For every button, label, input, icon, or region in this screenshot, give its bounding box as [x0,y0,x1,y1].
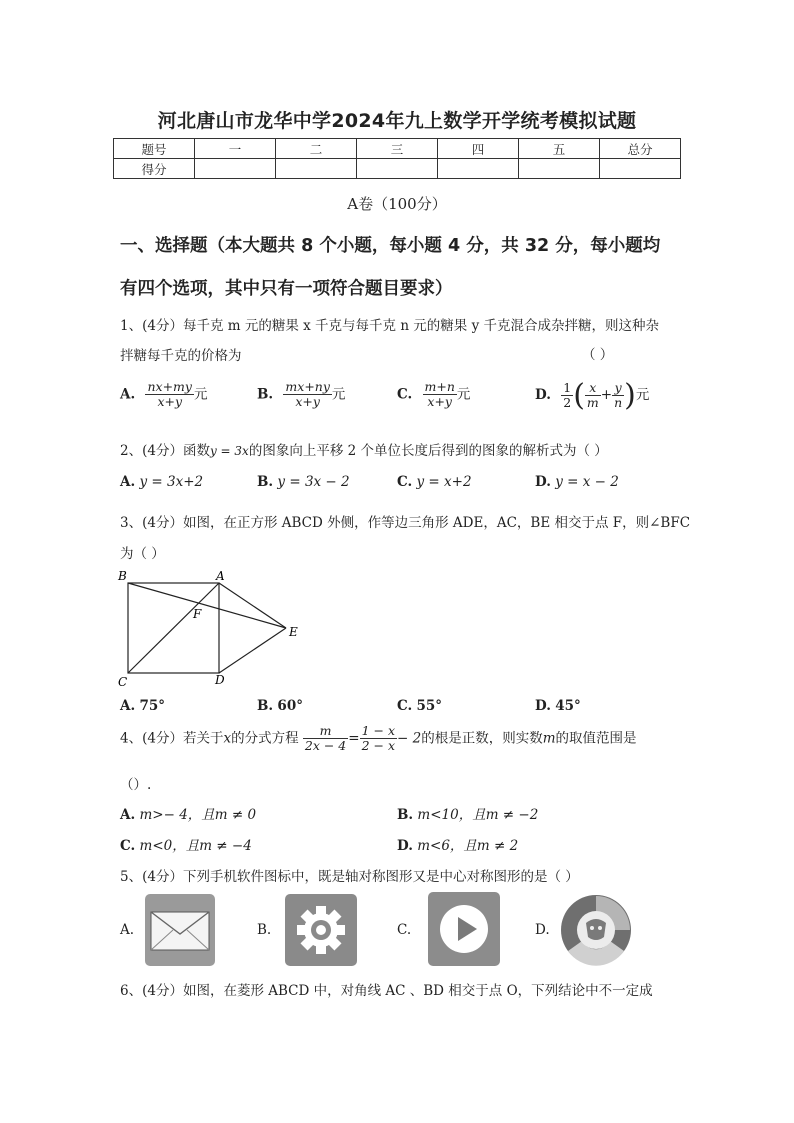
q2-stem: 2、(4分）函数y = 3x的图象向上平移 2 个单位长度后得到的图象的解析式为（ ） [120,443,608,459]
option-label: D. [535,387,551,403]
q2-option-c[interactable]: C. y = x+2 [397,474,472,490]
unit-yuan: 元 [193,386,208,403]
point-label: C [118,675,128,689]
q4-stem-line2: （）. [120,777,152,793]
page-title: 河北唐山市龙华中学2024年九上数学开学统考模拟试题 [157,110,637,132]
q4-lhs-num: m [303,724,348,739]
point-label: A [216,569,225,583]
q1-d-f1-num: x [585,381,601,396]
unit-yuan: 元 [456,386,471,403]
paper-section-heading: A卷（100分） [347,195,447,213]
q4-option-b[interactable]: B. m<10，且m ≠ −2 [397,807,539,823]
q5-option-c-label[interactable]: C. [397,922,412,938]
point-label: E [289,625,298,639]
score-cell[interactable] [357,159,438,179]
score-cell[interactable] [519,159,600,179]
score-header-cell: 题号 [114,139,195,159]
q1-stem-line2: 拌糖每千克的价格为 [120,348,242,364]
q1-option-a[interactable] [120,380,207,410]
q6-stem: 6、(4分）如图，在菱形 ABCD 中，对角线 AC 、BD 相交于点 O，下列结论中不一定成 [120,983,653,999]
option-label: B. [257,386,274,403]
score-header-cell: 总分 [600,139,681,159]
q1-d-f2-num: y [612,381,624,396]
q1-c-numerator: m+n [424,379,455,394]
play-icon[interactable] [428,892,500,966]
q2-option-b[interactable]: B. y = 3x − 2 [257,474,350,490]
score-row-label: 得分 [114,159,195,179]
section-heading-line1: 一、选择题（本大题共 8 个小题，每小题 4 分，共 32 分，每小题均 [120,236,661,256]
q5-option-d-label[interactable]: D. [535,922,550,938]
q4-rhs-den: 2 − x [361,738,396,754]
q4-option-d[interactable]: D. m<6，且m ≠ 2 [397,838,519,854]
score-table [113,138,681,179]
q1-stem-line1: 1、(4分）每千克 m 元的糖果 x 千克与每千克 n 元的糖果 y 千克混合成杂拌糖，则这种杂 [120,318,660,334]
q3-option-d[interactable]: D. 45° [535,698,581,714]
q5-stem: 5、(4分）下列手机软件图标中，既是轴对称图形又是中心对称图形的是（ ） [120,869,579,885]
q5-option-a-label[interactable]: A. [120,922,135,938]
score-cell[interactable] [600,159,681,179]
q1-d-plus: + [600,387,613,403]
score-cell[interactable] [195,159,276,179]
score-table-score-row [114,159,681,179]
q4-option-a[interactable]: A. m>− 4，且m ≠ 0 [120,807,257,823]
score-cell[interactable] [438,159,519,179]
option-label: C. [397,386,413,403]
q2-option-a[interactable]: A. y = 3x+2 [120,474,204,490]
score-table-header-row [114,139,681,159]
section-heading-line2: 有四个选项，其中只有一项符合题目要求） [120,279,453,299]
envelope-icon[interactable] [145,894,215,966]
q1-a-numerator: nx+my [147,379,192,394]
score-header-cell: 一 [195,139,276,159]
point-label: F [193,607,202,621]
q1-d-coef-den: 2 [563,395,572,410]
q3-option-c[interactable]: C. 55° [397,698,443,714]
q1-d-coef-num: 1 [563,379,572,395]
point-label: D [215,673,225,687]
q4-stem-line1: 4、(4分）若关于x的分式方程 $\frac{m}{2x - 4}$ = $\frac{1 - x}{2 - x}$ − 2的根是正数，则实数m的取值范围是 [120,723,637,754]
q2-option-d[interactable]: D. y = x − 2 [535,474,619,490]
q1-a-denominator: x+y [157,394,183,410]
q1-option-d[interactable]: D. $\frac{1}{2}$ ( $\frac{x}{m}$ + $\frac{y}{n}$ )元 [535,378,650,413]
score-header-cell: 三 [357,139,438,159]
q4-rhs-num: 1 − x [361,723,396,738]
score-header-cell: 四 [438,139,519,159]
gear-icon[interactable] [285,894,357,966]
q1-d-f1-den: m [586,395,599,410]
q1-option-b[interactable] [257,380,345,410]
q1-option-c[interactable] [397,380,470,410]
unit-yuan: 元 [635,387,650,403]
q5-option-b-label[interactable]: B. [257,922,272,938]
q3-stem-line1: 3、(4分）如图，在正方形 ABCD 外侧，作等边三角形 ADE，AC，BE 相交于点 F，则∠BFC [120,515,691,531]
q1-answer-paren: （ ） [582,347,614,363]
point-label: B [118,569,127,583]
browser-icon[interactable] [560,893,632,967]
q2-function: y = 3x [209,444,249,458]
q1-d-f2-den: n [614,395,623,410]
q3-option-b[interactable]: B. 60° [257,698,303,714]
q1-b-numerator: mx+ny [285,379,330,394]
q4-option-c[interactable]: C. m<0，且m ≠ −4 [120,838,252,854]
q4-lhs-den: 2x − 4 [304,738,347,754]
q1-b-denominator: x+y [295,394,320,410]
q3-stem-line2: 为（ ） [120,546,165,562]
unit-yuan: 元 [331,386,346,403]
score-header-cell: 五 [519,139,600,159]
score-cell[interactable] [276,159,357,179]
q3-option-a[interactable]: A. 75° [120,698,166,714]
option-label: A. [120,386,136,403]
q3-geometry-figure [112,566,312,690]
q1-c-denominator: x+y [427,394,452,410]
score-header-cell: 二 [276,139,357,159]
